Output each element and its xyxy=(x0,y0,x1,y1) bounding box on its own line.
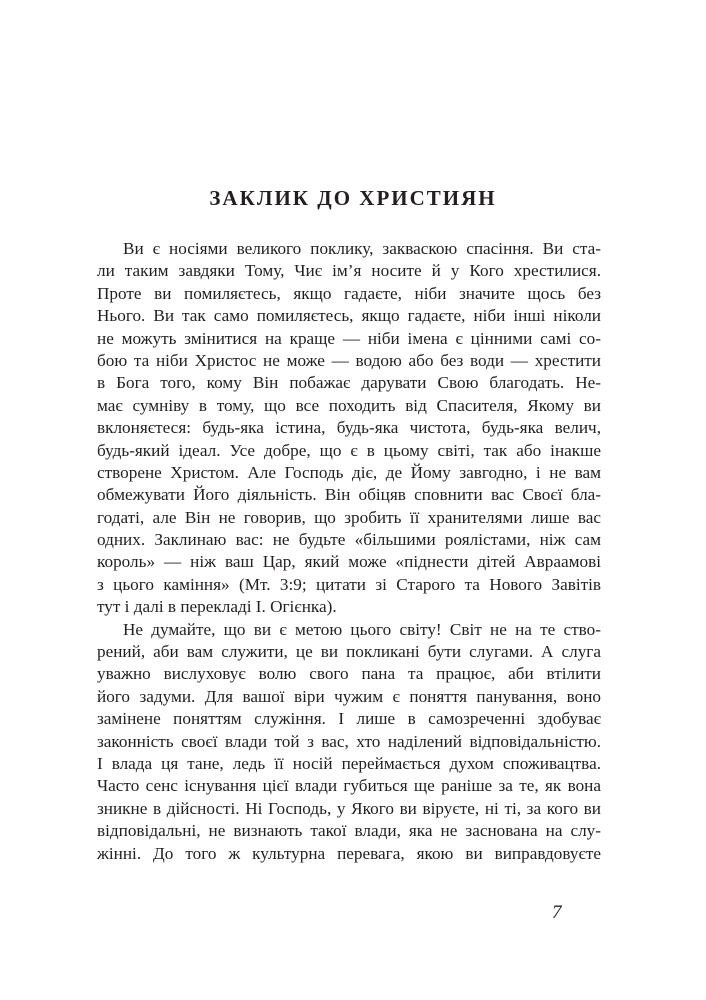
text-line: не можуть змінитися на краще — ніби імена є цінними самі со- xyxy=(97,328,601,348)
text-line: Ви є носіями великого поклику, закваскою спасіння. Ви ста- xyxy=(123,239,601,258)
text-line: обмежувати Його діяльність. Він обіцяв сповнити вас Своєї бла- xyxy=(97,485,601,505)
text-line: в Бога того, кому Він побажає дарувати Свою благодать. Не- xyxy=(97,373,601,393)
text-line: Не думайте, що ви є метою цього світу! Світ не на те ство- xyxy=(123,619,601,639)
body-text xyxy=(97,238,601,865)
text-line: відповідальні, не визнають такої влади, яка не заснована на слу- xyxy=(97,821,601,841)
text-line: Проте ви помиляєтесь, якщо гадаєте, ніби значите щось без xyxy=(97,283,601,303)
text-line: одних. Заклинаю вас: не будьте «більшими роялістами, ніж сам xyxy=(97,530,601,550)
text-line: замінене поняттям служіння. І лише в самозреченні здобуває xyxy=(97,709,601,729)
text-line: ли таким завдяки Тому, Чиє ім’я носите й у Кого хрестилися. xyxy=(97,261,601,281)
text-line: Нього. Ви так само помиляєтесь, якщо гадаєте, ніби інші ніколи xyxy=(97,306,601,326)
text-line: король» — ніж ваш Цар, який може «піднести дітей Авраамові xyxy=(97,552,601,572)
text-line: Часто сенс існування цієї влади губиться ще раніше за те, як вона xyxy=(97,776,601,796)
text-line: уважно вислуховує волю свого пана та працює, аби втілити xyxy=(97,664,601,684)
text-line: має сумніву в тому, що все походить від Спасителя, Якому ви xyxy=(97,395,601,415)
text-line: рений, аби вам служити, це ви покликані бути слугами. А слуга xyxy=(97,642,601,662)
text-line: бою та ніби Христос не може — водою або без води — хрестити xyxy=(97,350,601,370)
text-line: законність своєї влади той з вас, хто наділений відповідальністю. xyxy=(97,731,601,751)
text-line: І влада ця тане, ледь її носій переймається духом споживацтва. xyxy=(97,753,601,773)
text-line: будь-який ідеал. Усе добре, що є в цьому світі, так або інакше xyxy=(97,440,601,460)
text-line: з цього каміння» (Мт. 3:9; цитати зі Старого та Нового Завітів xyxy=(97,574,601,594)
text-line: його задуми. Для вашої віри чужим є поняття панування, воно xyxy=(97,686,601,706)
text-line: вклоняєтеся: будь-яка істина, будь-яка чистота, будь-яка велич, xyxy=(97,418,601,438)
text-line: створене Христом. Але Господь діє, де Йому завгодно, і не вам xyxy=(97,462,601,482)
chapter-title: ЗАКЛИК ДО ХРИСТИЯН xyxy=(209,186,497,210)
page-number: 7 xyxy=(552,902,562,923)
text-line: тут і далі в перекладі І. Огієнка). xyxy=(97,597,337,617)
text-line: зникне в дійсності. Ні Господь, у Якого ви віруєте, ні ті, за кого ви xyxy=(97,798,601,818)
text-line: жінні. До того ж культурна перевага, якою ви виправдовуєте xyxy=(97,843,601,863)
text-line: годаті, але Він не говорив, що зробить її хранителями лише вас xyxy=(97,507,601,527)
